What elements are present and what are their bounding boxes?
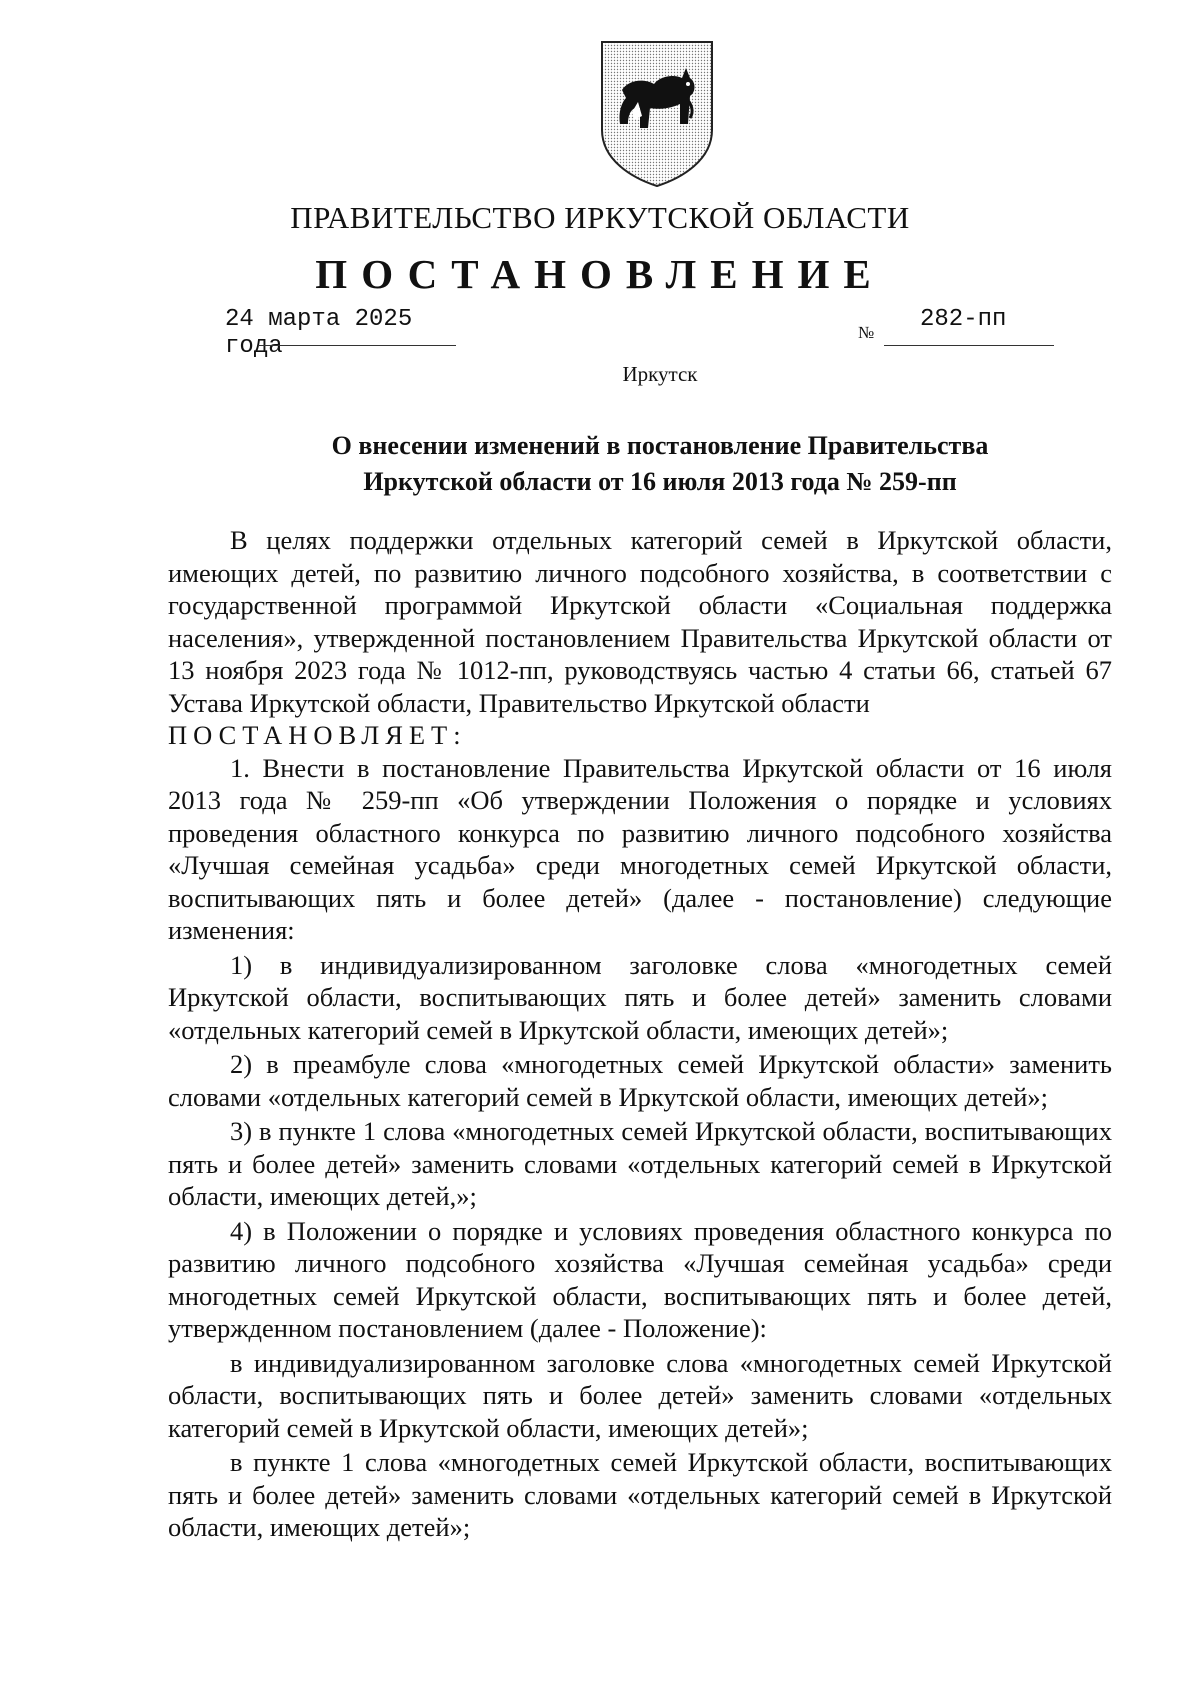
document-number: 282-пп xyxy=(920,306,1007,333)
subitem-2-paragraph: 2) в преамбуле слова «многодетных семей Иркутской области» заменить словами «отдельных категорий семей в Иркутской области, имеющих детей»; xyxy=(168,1049,1112,1112)
government-name: ПРАВИТЕЛЬСТВО ИРКУТСКОЙ ОБЛАСТИ xyxy=(290,200,910,235)
date-underline xyxy=(258,345,456,346)
subitem-4-paragraph: 4) в Положении о порядке и условиях проведения областного конкурса по развитию личного подсобного хозяйства «Лучшая семейная усадьба» среди многодетных семей Иркутской области, воспитывающих пять и более детей, утвержденном постановлением (далее - Положение): xyxy=(168,1215,1112,1343)
number-underline xyxy=(884,345,1054,346)
title-line-2: Иркутской области от 16 июля 2013 года № 259-пп xyxy=(363,467,957,496)
subitem-4a-paragraph: в индивидуализированном заголовке слова «многодетных семей Иркутской области, воспитывающих пять и более детей» заменить словами «отдельных категорий семей в Иркутской области, имеющих детей»; xyxy=(168,1347,1112,1443)
decree-word: ПОСТАНОВЛЯЕТ: xyxy=(168,720,467,750)
document-date: 24 марта 2025 года xyxy=(225,306,413,360)
subitem-3-paragraph: 3) в пункте 1 слова «многодетных семей Иркутской области, воспитывающих пять и более детей» заменить словами «отдельных категорий семей в Иркутской области, имеющих детей,»; xyxy=(168,1116,1112,1211)
subitem-4b-paragraph: в пункте 1 слова «многодетных семей Иркутской области, воспитывающих пять и более детей» заменить словами «отдельных категорий семей в Иркутской области, имеющих детей»; xyxy=(168,1447,1112,1542)
city-name: Иркутск xyxy=(622,362,698,386)
subitem-1-paragraph: 1) в индивидуализированном заголовке слова «многодетных семей Иркутской области, воспитывающих пять и более детей» заменить словами «отдельных категорий семей в Иркутской области, имеющих детей»; xyxy=(168,949,1112,1045)
number-sign: № xyxy=(858,323,875,342)
coat-of-arms-icon xyxy=(598,38,716,190)
document-body xyxy=(168,524,1112,1544)
preamble-paragraph: В целях поддержки отдельных категорий семей в Иркутской области, имеющих детей, по развитию личного подсобного хозяйства, в соответствии с государственной программой Иркутской области «Социальная поддержка населения», утвержденной постановлением Правительства Иркутской области от 13 ноября 2023 года № 1012-пп, руководствуясь частью 4 статьи 66, статьей 67 Устава Иркутской области, Правительство Иркутской области xyxy=(168,525,1112,718)
title-line-1: О внесении изменений в постановление Правительства xyxy=(331,431,989,460)
document-type-heading: ПОСТАНОВЛЕНИЕ xyxy=(315,251,885,297)
document-title xyxy=(160,428,1160,500)
item-1-paragraph: 1. Внести в постановление Правительства Иркутской области от 16 июля 2013 года № 259-пп «Об утверждении Положения о порядке и условиях проведения областного конкурса по развитию личного подсобного хозяйства «Лучшая семейная усадьба» среди многодетных семей Иркутской области, воспитывающих пять и более детей» (далее - постановление) следующие изменения: xyxy=(168,752,1112,945)
